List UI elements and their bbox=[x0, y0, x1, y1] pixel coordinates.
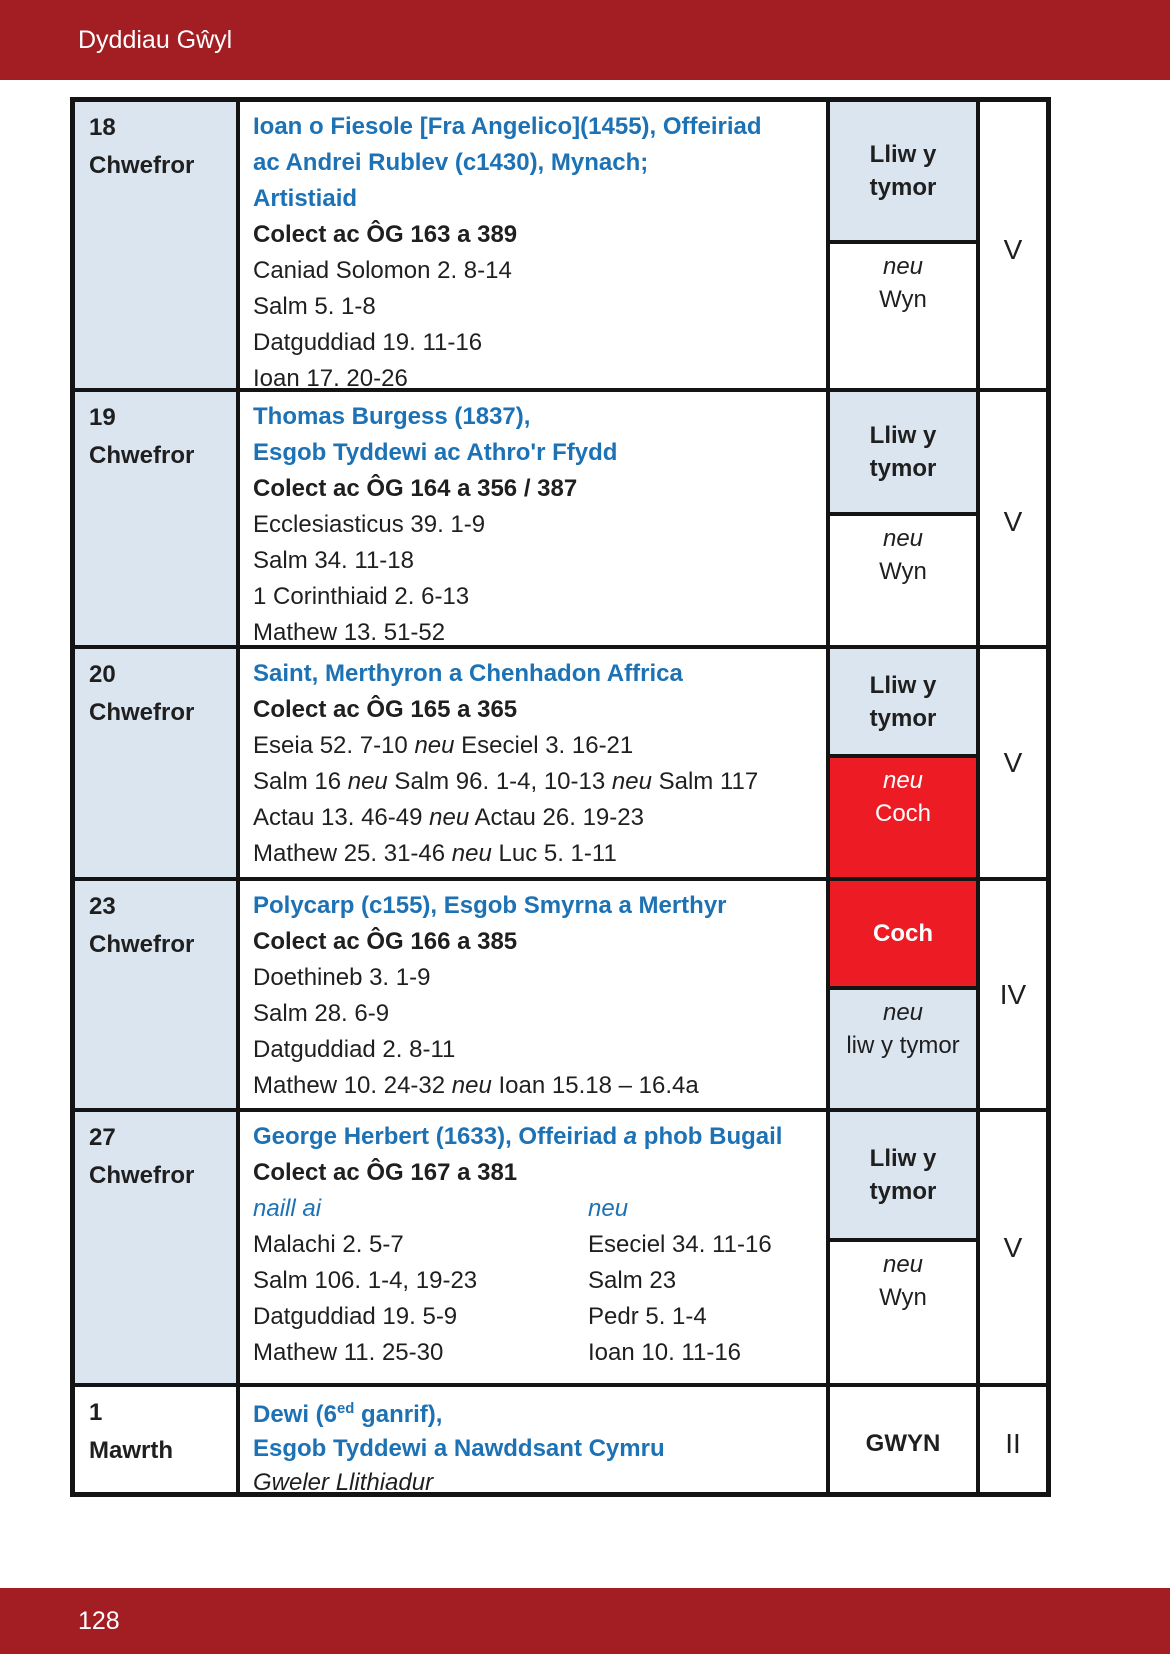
reading-line: Salm 5. 1-8 bbox=[253, 293, 376, 320]
date-month: Chwefror bbox=[89, 931, 195, 958]
reading-line: Doethineb 3. 1-9 bbox=[253, 964, 431, 991]
table-row bbox=[75, 649, 1046, 881]
numeral-label: II bbox=[1005, 1427, 1021, 1459]
date-day: 19 bbox=[89, 404, 116, 431]
page-title: Dyddiau Gŵyl bbox=[78, 25, 233, 54]
colour-cell bbox=[830, 392, 980, 649]
column-header-left: naill ai bbox=[253, 1195, 322, 1222]
colour-option bbox=[830, 990, 976, 1108]
neu-label: neu bbox=[882, 998, 924, 1026]
date-day: 23 bbox=[89, 893, 116, 920]
readings-left-column bbox=[253, 1191, 578, 1371]
header-bar bbox=[0, 0, 1170, 80]
neu-label: neu bbox=[882, 525, 924, 553]
colour-cell bbox=[830, 881, 980, 1108]
date-cell bbox=[75, 102, 240, 392]
colour-option bbox=[830, 1112, 976, 1242]
reading-line: Salm 23 bbox=[588, 1267, 677, 1294]
reading-line: Salm 28. 6-9 bbox=[253, 1000, 390, 1027]
reading-line: Pedr 5. 1-4 bbox=[588, 1303, 707, 1330]
neu-label: neu bbox=[882, 767, 924, 795]
numeral-label: V bbox=[1003, 1231, 1023, 1263]
feast-title-line: Polycarp (c155), Esgob Smyrna a Merthyr bbox=[253, 892, 727, 919]
reading-line: Malachi 2. 5-7 bbox=[253, 1231, 404, 1258]
numeral-label: V bbox=[1003, 505, 1023, 537]
date-cell bbox=[75, 1387, 240, 1492]
numeral-label: V bbox=[1003, 233, 1023, 265]
collect-line: Colect ac ÔG 165 a 365 bbox=[253, 696, 518, 723]
description-cell bbox=[240, 1112, 830, 1383]
reading-line: Ioan 10. 11-16 bbox=[588, 1339, 742, 1366]
colour-cell bbox=[830, 649, 980, 877]
colour-label: Coch bbox=[873, 919, 933, 947]
reading-line: Datguddiad 2. 8-11 bbox=[253, 1036, 456, 1063]
reading-line: Mathew 11. 25-30 bbox=[253, 1339, 444, 1366]
collect-line: Colect ac ÔG 166 a 385 bbox=[253, 928, 518, 955]
reading-line: Caniad Solomon 2. 8-14 bbox=[253, 257, 512, 284]
reading-line: 1 Corinthiaid 2. 6-13 bbox=[253, 583, 470, 610]
feast-title-line: George Herbert (1633), Offeiriad a phob Bugail bbox=[253, 1123, 783, 1150]
reading-line: Actau 13. 46-49 neu Actau 26. 19-23 bbox=[253, 804, 644, 831]
numeral-cell bbox=[980, 881, 1046, 1108]
colour-label: Lliw y tymor bbox=[869, 671, 937, 732]
date-day: 1 bbox=[89, 1399, 103, 1426]
reading-line: Ioan 17. 20-26 bbox=[253, 365, 408, 392]
collect-line: Colect ac ÔG 167 a 381 bbox=[253, 1159, 518, 1186]
readings-right-column bbox=[588, 1191, 822, 1371]
neu-label: neu bbox=[882, 1251, 924, 1279]
colour-option bbox=[830, 758, 976, 877]
colour-option bbox=[830, 1242, 976, 1383]
colour-option bbox=[830, 649, 976, 758]
colour-label: liw y tymor bbox=[846, 1031, 960, 1059]
colour-option bbox=[830, 881, 976, 990]
table-row bbox=[75, 102, 1046, 392]
numeral-cell bbox=[980, 1387, 1046, 1492]
reading-line: Eseia 52. 7-10 neu Eseciel 3. 16-21 bbox=[253, 732, 634, 759]
numeral-label: IV bbox=[999, 978, 1027, 1010]
date-month: Chwefror bbox=[89, 1162, 195, 1189]
neu-label: neu bbox=[882, 252, 924, 280]
column-header-right: neu bbox=[588, 1195, 629, 1222]
reading-line: Mathew 10. 24-32 neu Ioan 15.18 – 16.4a bbox=[253, 1072, 699, 1099]
date-month: Chwefror bbox=[89, 699, 195, 726]
feast-title-line: Saint, Merthyron a Chenhadon Affrica bbox=[253, 660, 683, 687]
feast-title-line: ac Andrei Rublev (c1430), Mynach; bbox=[253, 149, 649, 176]
colour-label: GWYN bbox=[865, 1430, 941, 1457]
colour-label: Wyn bbox=[879, 1284, 927, 1312]
numeral-cell bbox=[980, 1112, 1046, 1383]
reading-line: Ecclesiasticus 39. 1-9 bbox=[253, 511, 486, 538]
table-row bbox=[75, 1387, 1046, 1492]
table-row bbox=[75, 881, 1046, 1112]
colour-label: Lliw y tymor bbox=[869, 1145, 937, 1206]
footer-bar bbox=[0, 1588, 1170, 1654]
reading-line: Datguddiad 19. 11-16 bbox=[253, 329, 483, 356]
date-cell bbox=[75, 1112, 240, 1383]
date-cell bbox=[75, 881, 240, 1108]
colour-label: Wyn bbox=[879, 285, 927, 313]
date-month: Mawrth bbox=[89, 1437, 173, 1464]
colour-option bbox=[830, 1387, 976, 1492]
colour-cell bbox=[830, 102, 980, 392]
feast-title-line: Artistiaid bbox=[253, 185, 358, 212]
feast-title-line: Esgob Tyddewi ac Athro'r Ffydd bbox=[253, 439, 618, 466]
description-cell bbox=[240, 392, 830, 649]
colour-option bbox=[830, 516, 976, 649]
colour-label: Wyn bbox=[879, 558, 927, 586]
colour-label: Lliw y tymor bbox=[869, 422, 937, 483]
reading-line: Eseciel 34. 11-16 bbox=[588, 1231, 772, 1258]
feast-table bbox=[70, 97, 1051, 1497]
date-day: 20 bbox=[89, 661, 116, 688]
numeral-cell bbox=[980, 649, 1046, 877]
colour-cell bbox=[830, 1112, 980, 1383]
colour-option bbox=[830, 244, 976, 392]
note-line: Gweler Llithiadur bbox=[253, 1469, 434, 1492]
colour-option bbox=[830, 102, 976, 244]
date-month: Chwefror bbox=[89, 442, 195, 469]
date-day: 18 bbox=[89, 114, 116, 141]
date-month: Chwefror bbox=[89, 152, 195, 179]
table-row bbox=[75, 1112, 1046, 1387]
date-day: 27 bbox=[89, 1124, 116, 1151]
description-cell bbox=[240, 102, 830, 392]
feast-title-line: Thomas Burgess (1837), bbox=[253, 403, 531, 430]
collect-line: Colect ac ÔG 163 a 389 bbox=[253, 221, 518, 248]
colour-label: Coch bbox=[874, 800, 932, 828]
numeral-cell bbox=[980, 392, 1046, 649]
reading-line: Datguddiad 19. 5-9 bbox=[253, 1303, 458, 1330]
date-cell bbox=[75, 649, 240, 877]
feast-title-line: Esgob Tyddewi a Nawddsant Cymru bbox=[253, 1435, 665, 1462]
collect-line: Colect ac ÔG 164 a 356 / 387 bbox=[253, 475, 578, 502]
page-number: 128 bbox=[78, 1606, 120, 1635]
colour-option bbox=[830, 392, 976, 516]
feast-title-line: Dewi ($6^{ed}$ ganrif), bbox=[253, 1401, 443, 1428]
readings-columns bbox=[253, 1191, 822, 1371]
numeral-label: V bbox=[1003, 747, 1023, 778]
description-cell bbox=[240, 1387, 830, 1492]
date-cell bbox=[75, 392, 240, 649]
colour-label: Lliw y tymor bbox=[869, 140, 937, 201]
reading-line: Salm 34. 11-18 bbox=[253, 547, 414, 574]
description-cell bbox=[240, 881, 830, 1108]
table-row bbox=[75, 392, 1046, 649]
reading-line: Salm 106. 1-4, 19-23 bbox=[253, 1267, 478, 1294]
reading-line: Mathew 13. 51-52 bbox=[253, 619, 446, 646]
numeral-cell bbox=[980, 102, 1046, 392]
colour-cell bbox=[830, 1387, 980, 1492]
description-cell bbox=[240, 649, 830, 877]
reading-line: Mathew 25. 31-46 neu Luc 5. 1-11 bbox=[253, 840, 617, 867]
reading-line: Salm 16 neu Salm 96. 1-4, 10-13 neu Salm 117 bbox=[253, 768, 759, 795]
feast-title-line: Ioan o Fiesole [Fra Angelico](1455), Offeiriad bbox=[253, 113, 762, 140]
